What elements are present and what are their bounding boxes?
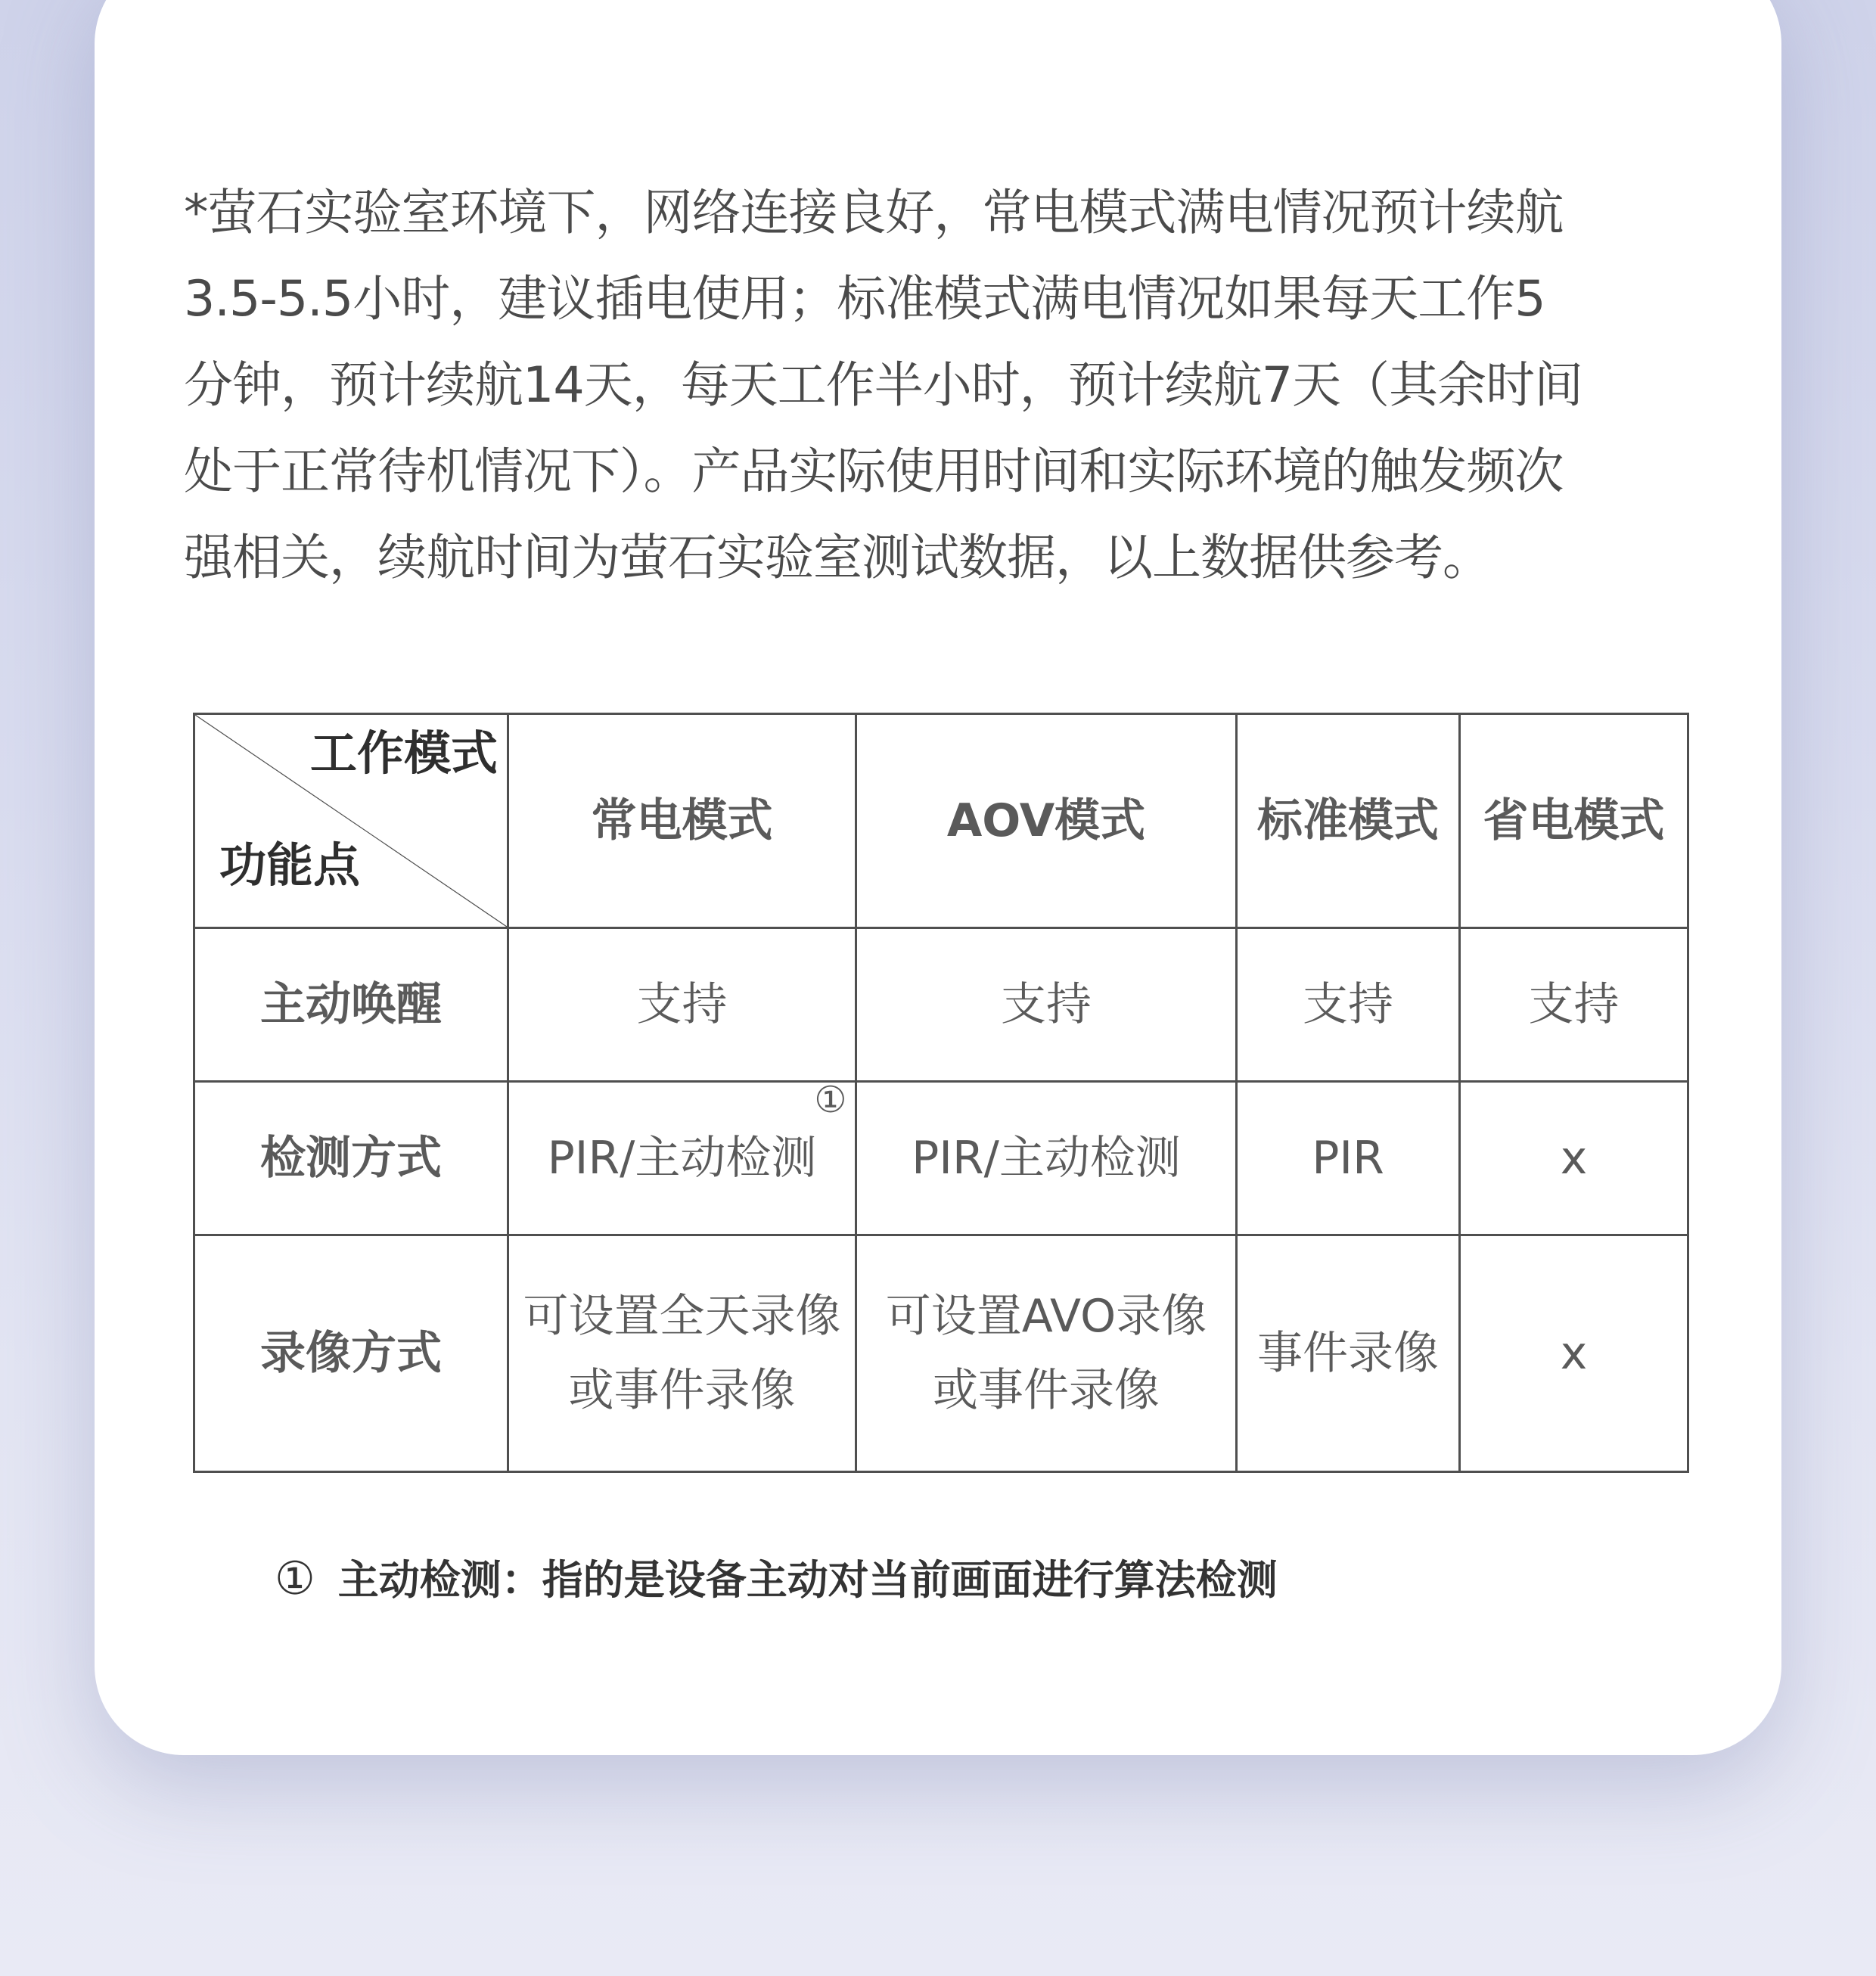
cell-line: 或事件录像: [568, 1364, 796, 1417]
table-cell: 支持: [856, 928, 1237, 1082]
cell-line: 可设置AVO录像: [885, 1290, 1207, 1343]
footnote-marker: ①: [275, 1552, 315, 1605]
mode-header-always-on: 常电模式: [508, 714, 856, 928]
footnote-text: 主动检测：指的是设备主动对当前画面进行算法检测: [337, 1556, 1278, 1604]
note-line: 处于正常待机情况下）。产品实际使用时间和实际环境的触发频次: [184, 443, 1564, 500]
note-line: 3.5-5.5小时，建议插电使用；标准模式满电情况如果每天工作5: [184, 271, 1545, 328]
note-line: *萤石实验室环境下，网络连接良好，常电模式满电情况预计续航: [184, 185, 1564, 241]
table-cell: [1460, 1235, 1688, 1472]
footnote: [275, 1552, 1278, 1607]
mode-header-power-saving: 省电模式: [1460, 714, 1688, 928]
row-label-recording: 录像方式: [194, 1235, 508, 1472]
battery-life-note: [184, 170, 1712, 601]
mode-header-aov: AOV模式: [856, 714, 1237, 928]
table-cell: [856, 1235, 1237, 1472]
mode-header-standard: 标准模式: [1237, 714, 1460, 928]
table-cell: [508, 1235, 856, 1472]
row-label-wake: 主动唤醒: [194, 928, 508, 1082]
table-row: [194, 1235, 1688, 1472]
table-cell: PIR: [1237, 1082, 1460, 1235]
mode-comparison-table: [193, 713, 1689, 1473]
row-label-detection: 检测方式: [194, 1082, 508, 1235]
footnote-marker: ①: [814, 1079, 847, 1121]
table-row: [194, 1082, 1688, 1235]
corner-feature-label: 功能点: [219, 837, 361, 893]
cell-line: 或事件录像: [933, 1364, 1160, 1417]
cell-line: x: [1560, 1327, 1588, 1380]
note-line: 分钟，预计续航14天，每天工作半小时，预计续航7天（其余时间: [184, 357, 1583, 414]
table-cell: x: [1460, 1082, 1688, 1235]
cell-line: 可设置全天录像: [523, 1290, 841, 1343]
table-cell: 支持: [1460, 928, 1688, 1082]
table-cell: [508, 1079, 856, 1235]
cell-line: 事件录像: [1257, 1327, 1439, 1380]
table-cell: [1237, 1235, 1460, 1472]
corner-header-cell: [194, 714, 508, 928]
note-line: 强相关，续航时间为萤石实验室测试数据，以上数据供参考。: [184, 530, 1492, 586]
table-cell: PIR/主动检测: [856, 1082, 1237, 1235]
table-header-row: [194, 714, 1688, 928]
table-row: [194, 928, 1688, 1082]
table-cell: 支持: [1237, 928, 1460, 1082]
table-cell: 支持: [508, 928, 856, 1082]
corner-mode-label: 工作模式: [309, 725, 498, 781]
cell-value: PIR/主动检测: [547, 1132, 817, 1185]
cell-text-with-footnote: [547, 1079, 847, 1195]
